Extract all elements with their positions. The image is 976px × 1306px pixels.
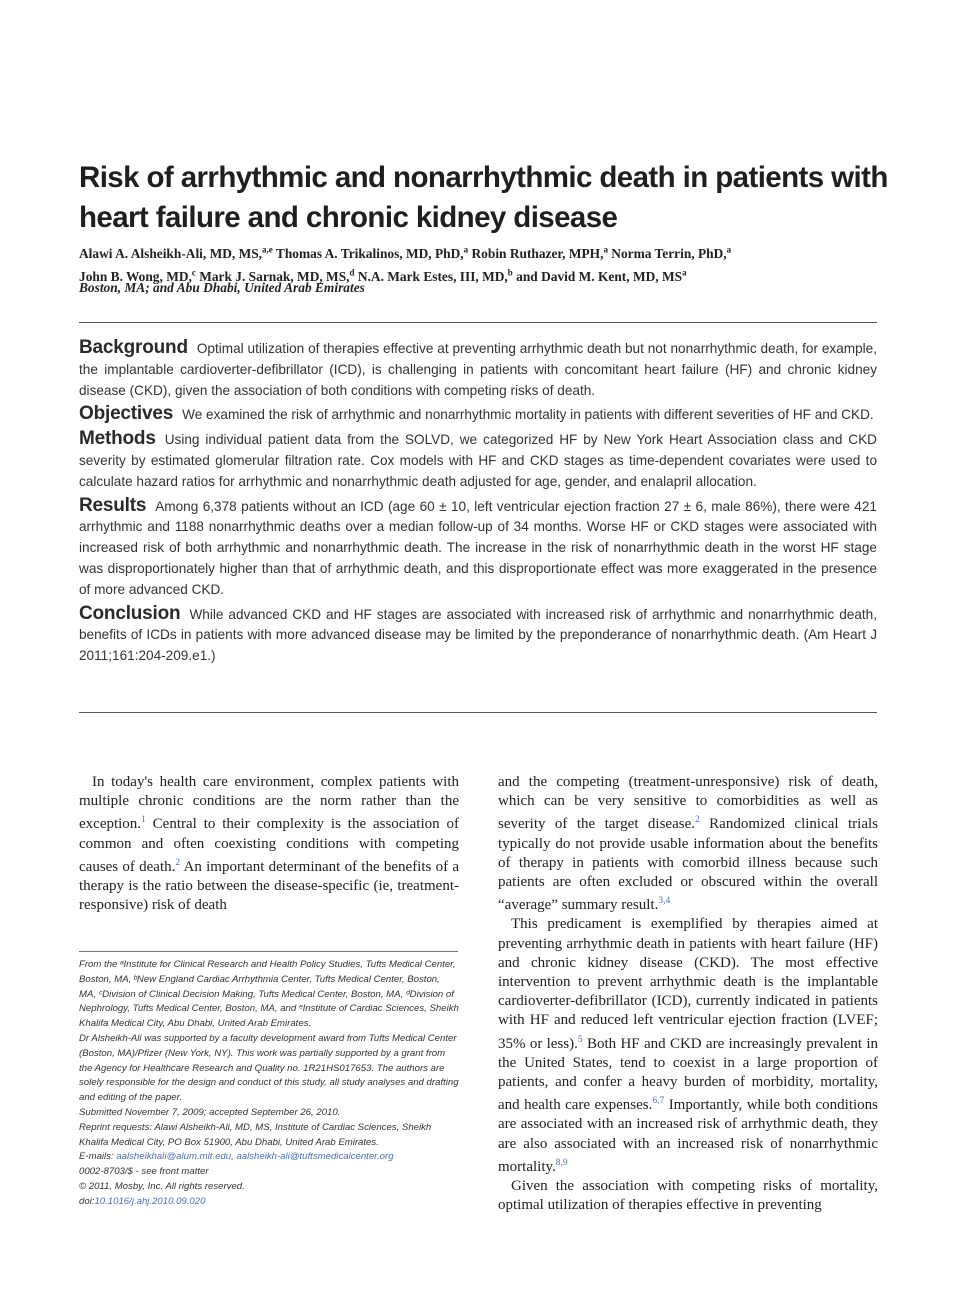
article-title: Risk of arrhythmic and nonarrhythmic death in patients with heart failure and chronic kidney disease xyxy=(79,161,888,234)
abstract-heading: Methods xyxy=(79,428,156,450)
abstract-conclusion: Conclusion While advanced CKD and HF stages are associated with increased risk of arrhythmic and nonarrhythmic death, benefits of ICDs in patients with more advanced disease may be limited by the preponderance of nonarrhythmic death. (Am Heart J 2011;161:204-209.e1.) xyxy=(79,602,877,664)
reference-link[interactable]: 1 xyxy=(141,815,146,826)
body-column-right xyxy=(498,773,878,1215)
author: Alawi A. Alsheikh-Ali, MD, MS,$^{a,e}$ xyxy=(79,245,273,262)
reference-link[interactable]: 3,4 xyxy=(658,896,671,907)
author: Norma Terrin, PhD,$^a$ xyxy=(611,245,732,262)
footnote-submitted: Submitted November 7, 2009; accepted September 26, 2010. xyxy=(79,1106,341,1118)
abstract-results: Results Among 6,378 patients without an ICD (age 60 ± 10, left ventricular ejection fraction 27 ± 6, male 86%), there were 421 arrhythmic and 1188 nonarrhythmic deaths over a median follow-up of 34 months. Worse HF or CKD stages were associated with increased risk of both arrhythmic and nonarrhythmic death. The increase in the risk of nonarrhythmic death in the worst HF stage was disproportionately higher than that of arrhythmic death, and this disproportionate effect was more exaggerated in the presence of more advanced CKD. xyxy=(79,494,877,597)
abstract xyxy=(79,338,877,670)
email-link[interactable]: aalsheikh-ali@tuftsmedicalcenter.org xyxy=(236,1151,394,1163)
body-column-left xyxy=(79,773,459,915)
footnote-rule xyxy=(79,951,458,952)
abstract-objectives: Objectives We examined the risk of arrhythmic and nonarrhythmic mortality in patients with different severities of HF and CKD. xyxy=(79,403,874,425)
abstract-heading: Conclusion xyxy=(79,602,181,624)
abstract-rule xyxy=(79,712,877,713)
body-paragraph: In today's health care environment, complex patients with multiple chronic conditions are the norm rather than the exception.$^1$ Central to their complexity is the association of common and often coexisting conditions with competing causes of death.$^2$ An important determinant of the benefits of a therapy is the ratio between the disease-specific (ie, treatment-responsive) risk of death xyxy=(79,774,459,914)
abstract-background: Background Optimal utilization of therapies effective at preventing arrhythmic death but not nonarrhythmic death, for example, the implantable cardioverter-defibrillator (ICD), is challenging in patients with concomitant heart failure (HF) and chronic kidney disease (CKD), given the association of both conditions with competing risks of death. xyxy=(79,337,877,398)
footnote-reprints: Reprint requests: Alawi Alsheikh-Ali, MD, MS, Institute of Cardiac Sciences, Sheikh Khalifa Medical City, PO Box 51900, Abu Dhabi, United Arab Emirates. xyxy=(79,1121,432,1148)
footnote-affiliations: From the ᵃInstitute for Clinical Research and Health Policy Studies, Tufts Medical Center, Boston, MA, ᵇNew England Cardiac Arrhythmia Center, Tufts Medical Center, Boston, MA, ᶜDivision of Clinical Decision Making, Tufts Medical Center, Boston, MA, ᵈDivision of Nephrology, Tufts Medical Center, Boston, MA, and ᵉInstitute of Cardiac Sciences, Sheikh Khalifa Medical City, Abu Dhabi, United Arab Emirates. xyxy=(79,959,459,1030)
footnote-doi: doi:10.1016/j.ahj.2010.09.020 xyxy=(79,1195,206,1207)
email-link[interactable]: aalsheikhali@alum.mit.edu xyxy=(116,1151,232,1163)
author: and David M. Kent, MD, $MS^a$ xyxy=(516,267,687,285)
body-paragraph: This predicament is exemplified by therapies aimed at preventing arrhythmic death in patients with heart failure (HF) and chronic kidney disease (CKD). The most effective intervention to prevent arrhythmic death is the implantable cardioverter-defibrillator (ICD), currently indicated in patients with HF and reduced left ventricular ejection fraction (LVEF; 35% or less).$^5$ Both HF and CKD are increasingly prevalent in the United States, tend to coexist in a large proportion of patients, and confer a heavy burden of morbidity, mortality, and health care expenses.$^{6,7}$ Importantly, while both conditions are associated with an increased risk of arrhythmic death, they are also associated with an increased risk of nonarrhythmic mortality.$^{8,9}$ xyxy=(498,916,878,1175)
header-rule xyxy=(79,322,877,323)
author-location: Boston, MA; and Abu Dhabi, United Arab Emirates xyxy=(79,280,365,295)
body-paragraph: and the competing (treatment-unresponsive) risk of death, which can be very sensitive to comorbidities as well as severity of the target disease.$^2$ Randomized clinical trials typically do not provide usable information about the benefits of therapy in patients with comorbid illness because such patients are often excluded or obscured within the overall “average” summary result.$^{3,4}$ xyxy=(498,774,878,914)
footnote-copyright: © 2011, Mosby, Inc. All rights reserved. xyxy=(79,1180,245,1192)
reference-link[interactable]: 5 xyxy=(577,1034,583,1045)
reference-link[interactable]: 2 xyxy=(175,857,181,868)
reference-link[interactable]: 6,7 xyxy=(652,1096,665,1107)
reference-link[interactable]: 8,9 xyxy=(555,1157,568,1168)
footnote-issn: 0002-8703/$ - see front matter xyxy=(79,1166,209,1178)
author: Mark J. Sarnak, MD, MS,$^d$ xyxy=(199,267,355,285)
footnote-funding: Dr Alsheikh-Ali was supported by a faculty development award from Tufts Medical Center (Boston, MA)/Pfizer (New York, NY). This work was partially supported by a grant from the Agency for Healthcare Research and Quality no. 1R21HS017653. The authors are solely responsible for the design and conduct of this study, all study analyses and drafting and editing of the paper. xyxy=(79,1032,459,1104)
reference-link[interactable]: 2 xyxy=(694,815,700,826)
author: Robin Ruthazer, MPH,$^a$ xyxy=(471,245,608,262)
footnotes xyxy=(79,958,459,1210)
body-paragraph: Given the association with competing risks of mortality, optimal utilization of therapies effective in preventing xyxy=(498,1178,878,1214)
footnote-emails: E-mails: aalsheikhali@alum.mit.edu, aalsheikh-ali@tuftsmedicalcenter.org xyxy=(79,1151,394,1163)
abstract-heading: Results xyxy=(79,494,147,516)
author: John B. Wong, MD,$^c$ xyxy=(79,267,196,285)
doi-link[interactable]: 10.1016/j.ahj.2010.09.020 xyxy=(94,1195,206,1207)
author: Thomas A. Trikalinos, MD, PhD,$^a$ xyxy=(275,245,469,262)
abstract-heading: Background xyxy=(79,337,188,358)
author: N.A. Mark Estes, III, MD,$^b$ xyxy=(357,267,513,285)
abstract-heading: Objectives xyxy=(79,403,174,425)
abstract-methods: Methods Using individual patient data from the SOLVD, we categorized HF by New York Heart Association class and CKD severity by estimated glomerular filtration rate. Cox models with HF and CKD stages as time-dependent covariates were used to calculate hazard ratios for arrhythmic and nonarrhythmic death adjusted for age, gender, and enalapril allocation. xyxy=(79,428,877,489)
